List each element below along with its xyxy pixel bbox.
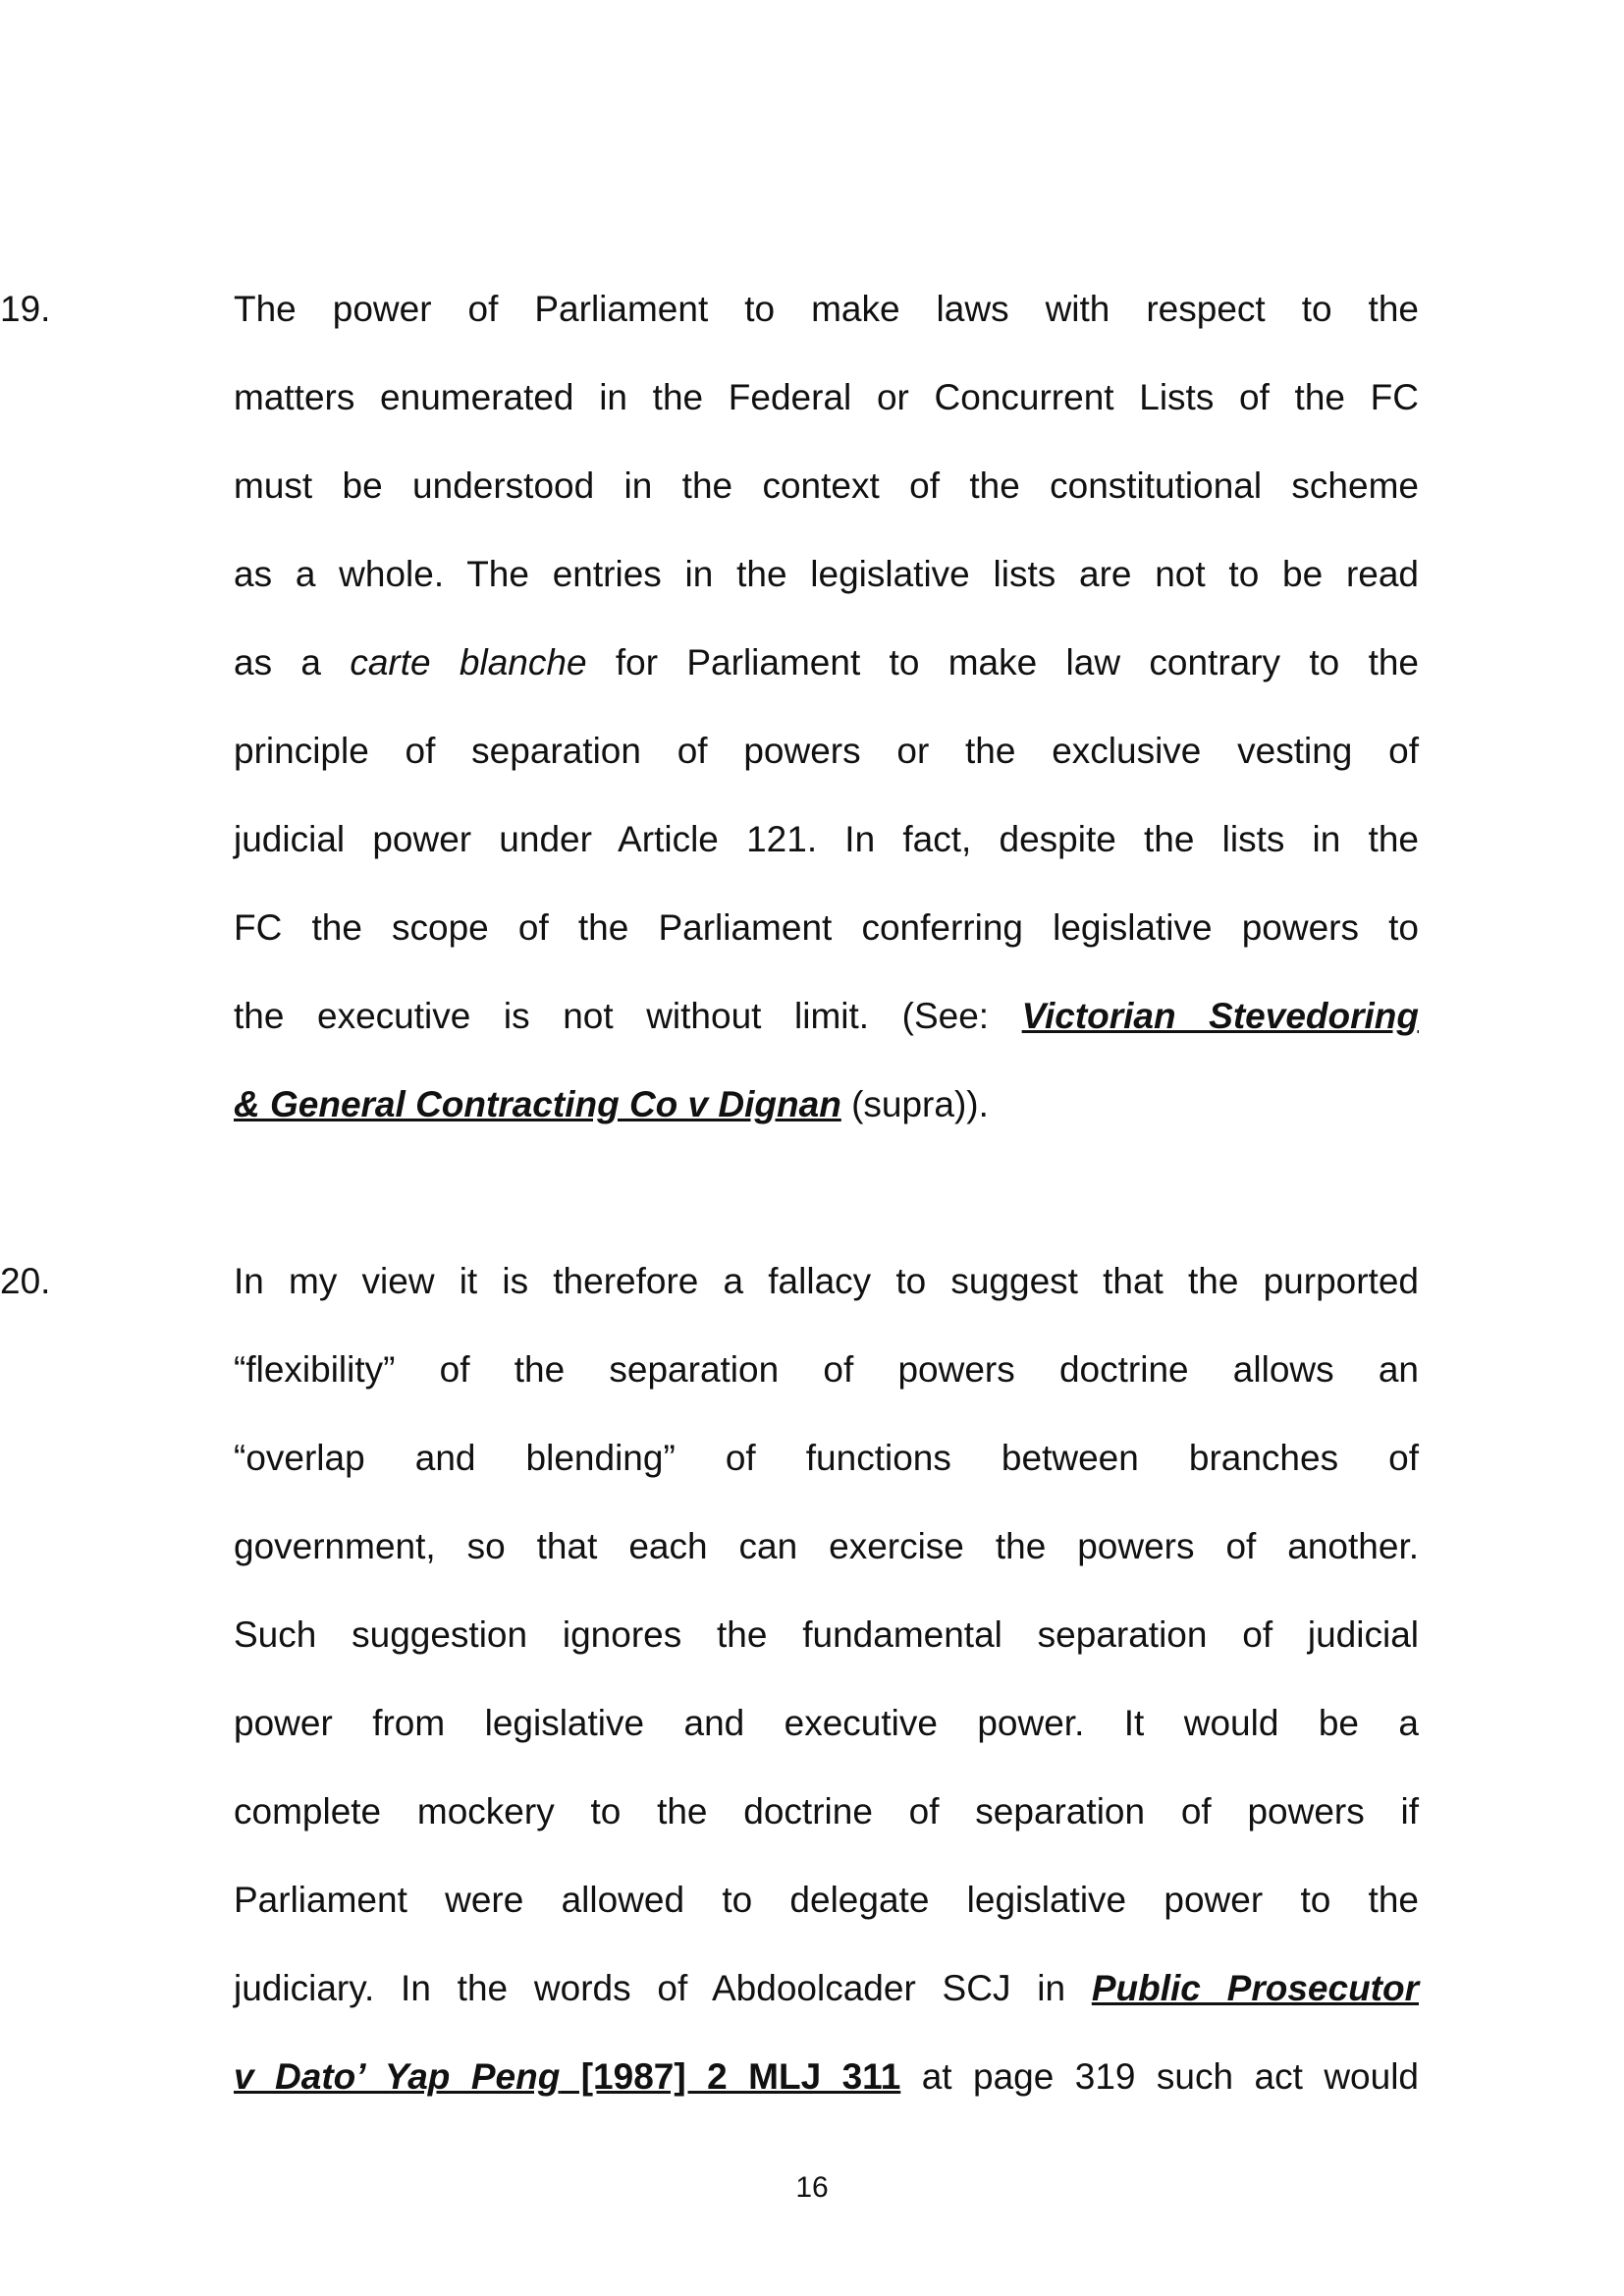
text-segment: at page 319 such act would bbox=[900, 2056, 1419, 2097]
case-citation: & General Contracting Co v Dignan bbox=[234, 1084, 841, 1124]
text-line bbox=[234, 972, 1419, 1061]
text-segment: the executive is not without limit. (See: bbox=[234, 996, 1022, 1036]
paragraph-number: 20. bbox=[0, 1261, 51, 1301]
text-line: The power of Parliament to make laws with respect to the bbox=[234, 289, 1419, 329]
text-line: must be understood in the context of the constitutional scheme bbox=[234, 465, 1419, 506]
text-line: principle of separation of powers or the exclusive vesting of bbox=[234, 731, 1419, 771]
case-citation: Public Prosecutor bbox=[1091, 1968, 1419, 2008]
case-citation: Victorian Stevedoring bbox=[1021, 996, 1419, 1036]
text-line: Parliament were allowed to delegate legislative power to the bbox=[234, 1880, 1419, 1920]
text-line bbox=[234, 619, 1419, 707]
text-line: government, so that each can exercise the powers of another. bbox=[234, 1526, 1419, 1566]
paragraph-19 bbox=[0, 265, 1419, 1149]
text-line: “flexibility” of the separation of powers doctrine allows an bbox=[234, 1349, 1419, 1390]
text-line: matters enumerated in the Federal or Concurrent Lists of the FC bbox=[234, 377, 1419, 417]
text-line: FC the scope of the Parliament conferring legislative powers to bbox=[234, 907, 1419, 948]
law-report-citation: [1987] 2 MLJ 311 bbox=[560, 2056, 901, 2097]
text-segment: for Parliament to make law contrary to the bbox=[586, 642, 1419, 683]
text-segment: (supra)). bbox=[840, 1084, 989, 1124]
paragraph-number: 19. bbox=[0, 289, 51, 329]
text-line: as a whole. The entries in the legislative lists are not to be read bbox=[234, 554, 1419, 594]
italic-term: carte blanche bbox=[350, 642, 587, 683]
text-line bbox=[234, 1061, 1419, 1149]
text-line: “overlap and blending” of functions between branches of bbox=[234, 1438, 1419, 1478]
text-line: complete mockery to the doctrine of separation of powers if bbox=[234, 1791, 1419, 1831]
text-line: In my view it is therefore a fallacy to suggest that the purported bbox=[234, 1261, 1419, 1301]
text-line: judicial power under Article 121. In fact, despite the lists in the bbox=[234, 819, 1419, 859]
text-line: Such suggestion ignores the fundamental separation of judicial bbox=[234, 1614, 1419, 1655]
text-segment: as a bbox=[234, 642, 351, 683]
paragraph-20 bbox=[0, 1237, 1419, 2121]
text-line bbox=[234, 2033, 1419, 2121]
text-line: power from legislative and executive power. It would be a bbox=[234, 1703, 1419, 1743]
page-number: 16 bbox=[795, 2171, 829, 2204]
case-citation: v Dato’ Yap Peng bbox=[234, 2056, 561, 2097]
text-line bbox=[234, 1944, 1419, 2033]
text-segment: judiciary. In the words of Abdoolcader SCJ in bbox=[234, 1968, 1092, 2008]
